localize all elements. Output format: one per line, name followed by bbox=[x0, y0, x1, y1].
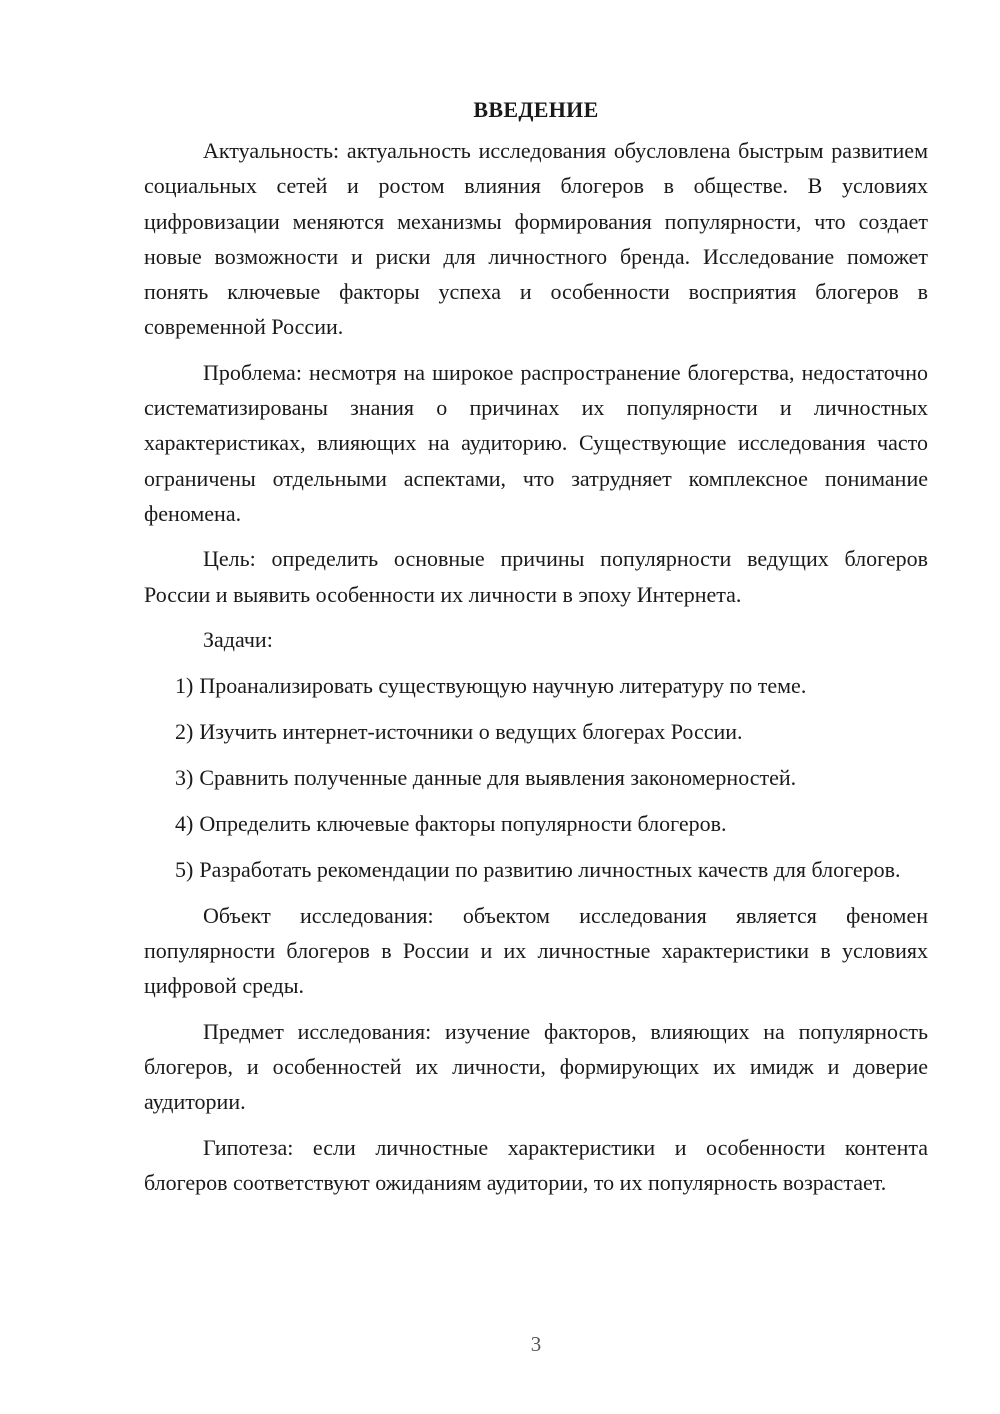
section-title: ВВЕДЕНИЕ bbox=[473, 97, 599, 122]
task-text: Определить ключевые факторы популярности блогеров. bbox=[199, 810, 727, 836]
task-item bbox=[144, 714, 928, 749]
task-text: Сравнить полученные данные для выявления закономерностей. bbox=[199, 764, 797, 790]
paragraph-hypothesis: Гипотеза: если личностные характеристики и особенности контента блогеров соответствуют ожиданиям аудитории, то их популярность возрастает. bbox=[144, 1134, 928, 1195]
task-number: 1) bbox=[175, 672, 194, 698]
task-item bbox=[144, 852, 928, 887]
task-number: 4) bbox=[175, 810, 194, 836]
task-item bbox=[144, 760, 928, 795]
task-item bbox=[144, 806, 928, 841]
document-page bbox=[144, 93, 928, 1210]
paragraph-relevance: Актуальность: актуальность исследования обусловлена быстрым развитием социальных сетей и ростом влияния блогеров в обществе. В условиях цифровизации меняются механизмы формирования популярности, что создает новые возможности и риски для личностного бренда. Исследование поможет понять ключевые факторы успеха и особенности восприятия блогеров в современной России. bbox=[144, 138, 928, 340]
task-number: 2) bbox=[175, 718, 194, 744]
tasks-label: Задачи: bbox=[203, 626, 273, 652]
task-text: Изучить интернет-источники о ведущих блогерах России. bbox=[199, 718, 743, 744]
paragraph-goal: Цель: определить основные причины популярности ведущих блогеров России и выявить особенности их личности в эпоху Интернета. bbox=[144, 546, 928, 607]
task-text: Разработать рекомендации по развитию личностных качеств для блогеров. bbox=[199, 856, 901, 882]
task-item bbox=[144, 668, 928, 703]
paragraph-object: Объект исследования: объектом исследования является феномен популярности блогеров в России и их личностные характеристики в условиях цифровой среды. bbox=[144, 902, 928, 999]
paragraph-problem: Проблема: несмотря на широкое распространение блогерства, недостаточно систематизированы знания о причинах их популярности и личностных характеристиках, влияющих на аудиторию. Существующие исследования часто ограничены отдельными аспектами, что затрудняет комплексное понимание феномена. bbox=[144, 359, 928, 526]
paragraph-subject: Предмет исследования: изучение факторов, влияющих на популярность блогеров, и особенностей их личности, формирующих их имидж и доверие аудитории. bbox=[144, 1018, 928, 1115]
task-list bbox=[144, 668, 928, 887]
task-text: Проанализировать существующую научную литературу по теме. bbox=[199, 672, 807, 698]
page-number: 3 bbox=[530, 1332, 542, 1356]
task-number: 3) bbox=[175, 764, 194, 790]
task-number: 5) bbox=[175, 856, 194, 882]
